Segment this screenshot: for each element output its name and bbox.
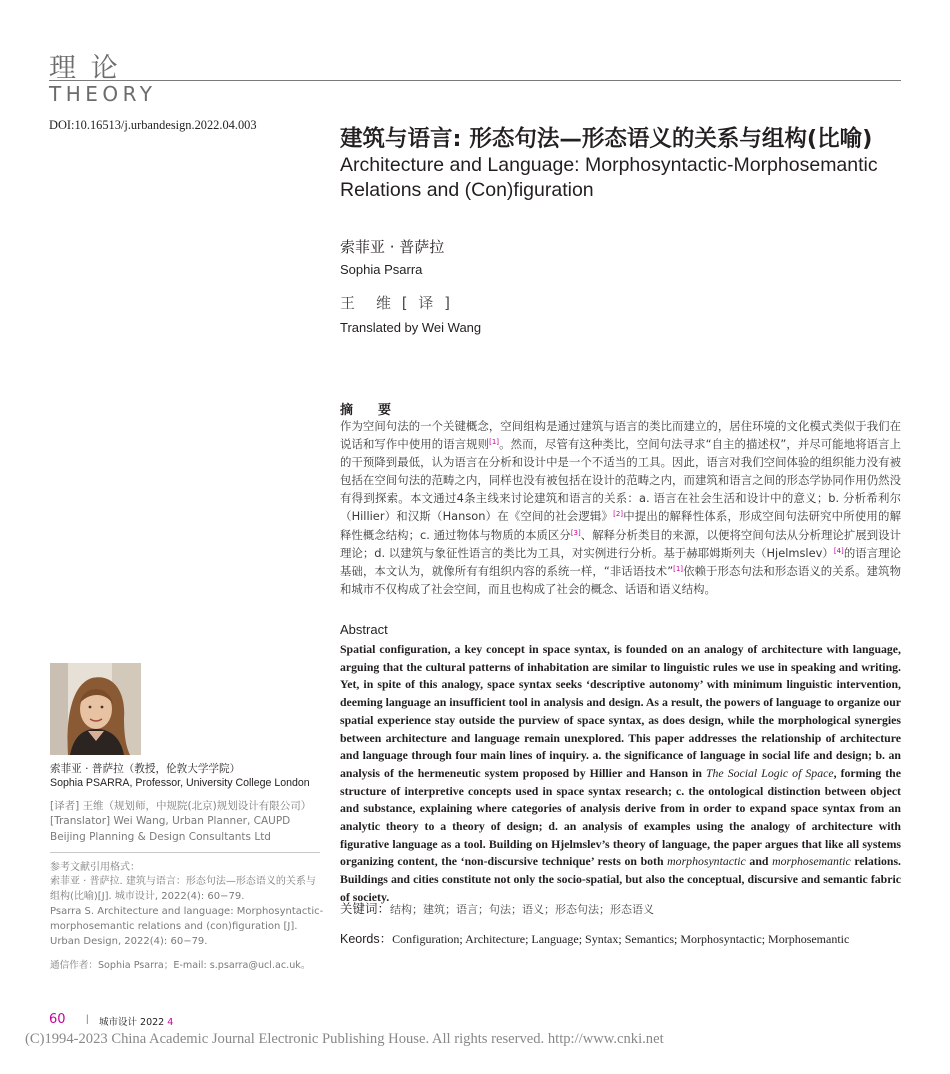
title-zh: 建筑与语言: 形态句法—形态语义的关系与组构(比喻) (340, 126, 873, 152)
citation-heading: 参考文献引用格式： (50, 862, 140, 873)
abstract-en-text: , forming the structure of interpretive concepts used in space syntax research; c. the ontological distinction between object and substance, explaining where categories of analysis derive from in order to expand space syntax from an analytic theory to a theory of design; d. an analysis of examples using the analogy of architecture with figurative language as a tool. Building on Hjelmslev’s theory of language, the paper argues that like all systems organizing content, the ‘non-discursive technique’ rests on both (340, 765, 901, 869)
abstract-zh-text: 的语言理论基础，本文认为，就像所有有组织内容的系统一样，“非话语技术” (340, 545, 901, 578)
abstract-en (340, 641, 901, 907)
abstract-zh-text: 中提出的解释性体系，形成空间句法研究中所使用的解释性概念结构；c. 通过物体与物质的本质区分 (340, 509, 901, 542)
section-divider (49, 80, 901, 81)
abstract-en-text: Spatial configuration, a key concept in space syntax, is founded on an analogy of architecture with language, arguing that the cultural patterns of inhabitation are similar to linguistic rules we use in speaking and writing. Yet, in spite of this analogy, space syntax seeks ‘descriptive autonomy’ with minimum linguistic intervention, deeming language an insufficient tool in analysis and design. As a result, the powers of language to organize our spatial experience stay outside the purview of space syntax, as does design, while the morphological synergies between architecture and language remain unexplored. This paper addresses the relationship of architecture and language through four main lines of inquiry. a. the significance of language in social life and design; b. an analysis of the hermeneutic system proposed by Hillier and Hanson in (340, 642, 901, 780)
journal-issue: 4 (167, 1017, 174, 1028)
doi[interactable]: DOI:10.16513/j.urbandesign.2022.04.003 (49, 118, 257, 132)
abstract-zh-text: 。然而，尽管有这种类比，空间句法寻求“自主的描述权”，并尽可能地将语言上的干预降到最低，认为语言在分析和设计中是一个不适当的工具。因此，语言对我们空间体验的组织能力没有被包括在空间句法的范畴之内，同样也没有被包括在设计的范畴之内，而建筑和语言之间的形态学协同作用仍然没有得到探索。本文通过4条主线来讨论建筑和语言的关系：a. 语言在社会生活和设计中的意义；b. 分析希利尔（Hillier）和汉斯（Hanson）在《空间的社会逻辑》 (340, 437, 901, 524)
abstract-heading-en: Abstract (340, 622, 388, 637)
translator-zh: 王 维 [ 译 ] (340, 294, 454, 312)
journal-title: 城市设计 2022 (99, 1017, 165, 1028)
keywords-zh-label: 关键词： (340, 901, 391, 916)
abstract-zh-text: 、解释分析类目的来源，以便将空间句法从分析理论扩展到设计理论；d. 以建筑与象征性语言的类比为工具，对实例进行分析。基于赫耶姆斯列夫（Hjelmslev） (340, 527, 901, 560)
reference-link[interactable]: [1] (673, 564, 684, 573)
reference-link[interactable]: [4] (833, 546, 844, 555)
citation-divider (50, 852, 320, 853)
abstract-zh-text: 依赖于形态句法和形态语义的关系。建筑物和城市不仅构成了社会空间，而且也构成了社会的概念、话语和语义结构。 (340, 563, 901, 596)
page-number: 60 (49, 1012, 66, 1027)
abstract-heading-zh: 摘 要 (340, 403, 398, 418)
footer-separator: | (86, 1014, 89, 1025)
reference-link[interactable]: [1] (489, 438, 500, 447)
citation-zh: 索菲亚 · 普萨拉. 建筑与语言：形态句法—形态语义的关系与组构(比喻)[J]. 城市设计, 2022(4): 60−79. (50, 876, 316, 903)
abstract-en-text: relations. Buildings and cities constitute not only the socio-spatial, but also the conceptual, discursive and semantic fabric of society. (340, 854, 902, 904)
journal-name (99, 1014, 173, 1028)
citation-body (50, 874, 325, 949)
title-en-line2: Relations and (Con)figuration (340, 178, 594, 201)
reference-link[interactable]: [3] (570, 528, 581, 537)
section-label-en: THEORY (49, 82, 157, 106)
term-morphosemantic: morphosemantic (772, 854, 851, 869)
author-bio-en: Sophia PSARRA, Professor, University College London (50, 777, 310, 789)
translator-en: Translated by Wei Wang (340, 320, 482, 335)
author-portrait-image (50, 663, 141, 755)
title-en (340, 153, 910, 202)
keywords-en-value: Configuration; Architecture; Language; Syntax; Semantics; Morphosyntactic; Morphosemantic (392, 932, 850, 946)
keywords-en-label: Keords： (340, 932, 393, 946)
keywords-en (340, 929, 849, 947)
keywords-zh (340, 899, 654, 917)
keywords-zh-value: 结构；建筑；语言；句法；语义；形态句法；形态语义 (390, 903, 655, 916)
copyright-watermark: (C)1994-2023 China Academic Journal Electronic Publishing House. All rights reserved. http://www.cnki.net (25, 1031, 664, 1047)
term-morphosyntactic: morphosyntactic (667, 854, 746, 869)
abstract-zh (340, 417, 901, 598)
translator-info-zh: [译者] 王维（规划师，中规院(北京)规划设计有限公司） (50, 800, 312, 812)
correspondence: 通信作者：Sophia Psarra；E-mail: s.psarra@ucl.ac.uk。 (50, 960, 311, 971)
translator-info (50, 799, 325, 845)
author-bio-zh: 索菲亚 · 普萨拉（教授，伦敦大学学院） (50, 763, 241, 775)
title-en-line1: Architecture and Language: Morphosyntactic-Morphosemantic (340, 154, 878, 176)
author-zh: 索菲亚 · 普萨拉 (340, 238, 445, 256)
author-photo (50, 663, 141, 755)
citation-en: Psarra S. Architecture and language: Morphosyntactic-morphosemantic relations and (con)figuration [J]. Urban Design, 2022(4): 60−79. (50, 906, 324, 948)
abstract-en-text: and (745, 854, 773, 869)
book-title: The Social Logic of Space (705, 765, 834, 780)
section-label-zh: 理 论 (49, 53, 121, 84)
abstract-zh-text: 作为空间句法的一个关键概念，空间组构是通过建筑与语言的类比而建立的，居住环境的文化模式类似于我们在说话和写作中使用的语言规则 (340, 419, 901, 452)
author-en: Sophia Psarra (340, 262, 423, 277)
reference-link[interactable]: [2] (613, 510, 624, 519)
translator-info-en: [Translator] Wei Wang, Urban Planner, CAUPD Beijing Planning & Design Consultants Ltd (50, 815, 291, 843)
